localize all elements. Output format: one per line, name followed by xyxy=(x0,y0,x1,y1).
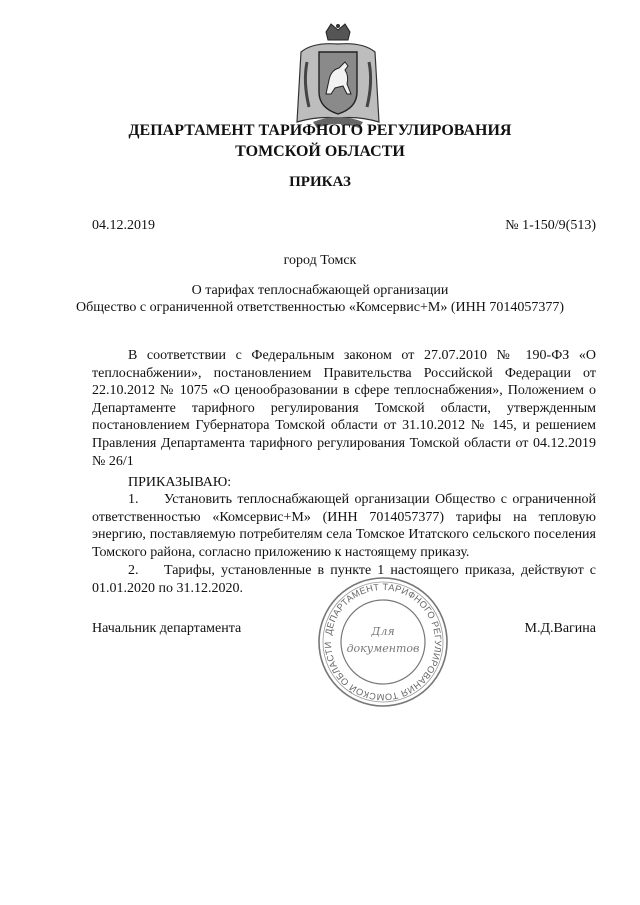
order-item-2-text: Тарифы, установленные в пункте 1 настоящего приказа, действуют с 01.01.2020 по 31.12.2020. xyxy=(92,563,596,596)
department-name-line2: ТОМСКОЙ ОБЛАСТИ xyxy=(235,143,405,160)
preamble-text: В соответствии с Федеральным законом от 27.07.2010 № 190-ФЗ «О теплоснабжении», постановлением Правительства Российской Федерации от 22.10.2012 № 1075 «О ценообразовании в сфере теплоснабжения», Положением о Департаменте тарифного регулирования Томской области, утвержденным постановлением Губернатора Томской области от 31.10.2012 № 145, и решением Правления Департамента тарифного регулирования Томской области от 04.12.2019 № 26/1 xyxy=(92,348,596,469)
stamp-ring-text: ДЕПАРТАМЕНТ ТАРИФНОГО РЕГУЛИРОВАНИЯ ТОМСКОЙ ОБЛАСТИ xyxy=(322,581,444,703)
order-item-1-number: 1. xyxy=(128,492,139,507)
order-number: № 1-150/9(513) xyxy=(505,218,596,233)
order-item-2-number: 2. xyxy=(128,563,139,578)
document-type: ПРИКАЗ xyxy=(289,174,351,190)
order-item-1-text: Установить теплоснабжающей организации Общество с ограниченной ответственностью «Комсервис+М» (ИНН 7014057377) тарифы на тепловую энергию, поставляемую потребителям села Томское Итатского сельского поселения Томского района, согласно приложению к настоящему приказу. xyxy=(92,492,596,560)
order-word: ПРИКАЗЫВАЮ: xyxy=(128,475,232,490)
city: город Томск xyxy=(283,253,357,268)
subject-line2: Общество с ограниченной ответственностью «Комсервис+М» (ИНН 7014057377) xyxy=(75,300,564,315)
official-stamp xyxy=(316,575,450,709)
stamp-center-line2: документов xyxy=(346,642,420,655)
order-item-1 xyxy=(92,491,596,561)
signatory-name: М.Д.Вагина xyxy=(524,621,596,636)
order-date: 04.12.2019 xyxy=(92,218,155,233)
order-word-paragraph xyxy=(92,474,596,492)
preamble-paragraph xyxy=(92,347,596,470)
stamp-center-line1: Для xyxy=(371,625,395,638)
coat-of-arms-icon xyxy=(293,22,383,132)
department-name-line1: ДЕПАРТАМЕНТ ТАРИФНОГО РЕГУЛИРОВАНИЯ xyxy=(128,122,512,139)
subject-line1: О тарифах теплоснабжающей организации xyxy=(191,283,449,298)
signatory-position: Начальник департамента xyxy=(92,621,242,636)
